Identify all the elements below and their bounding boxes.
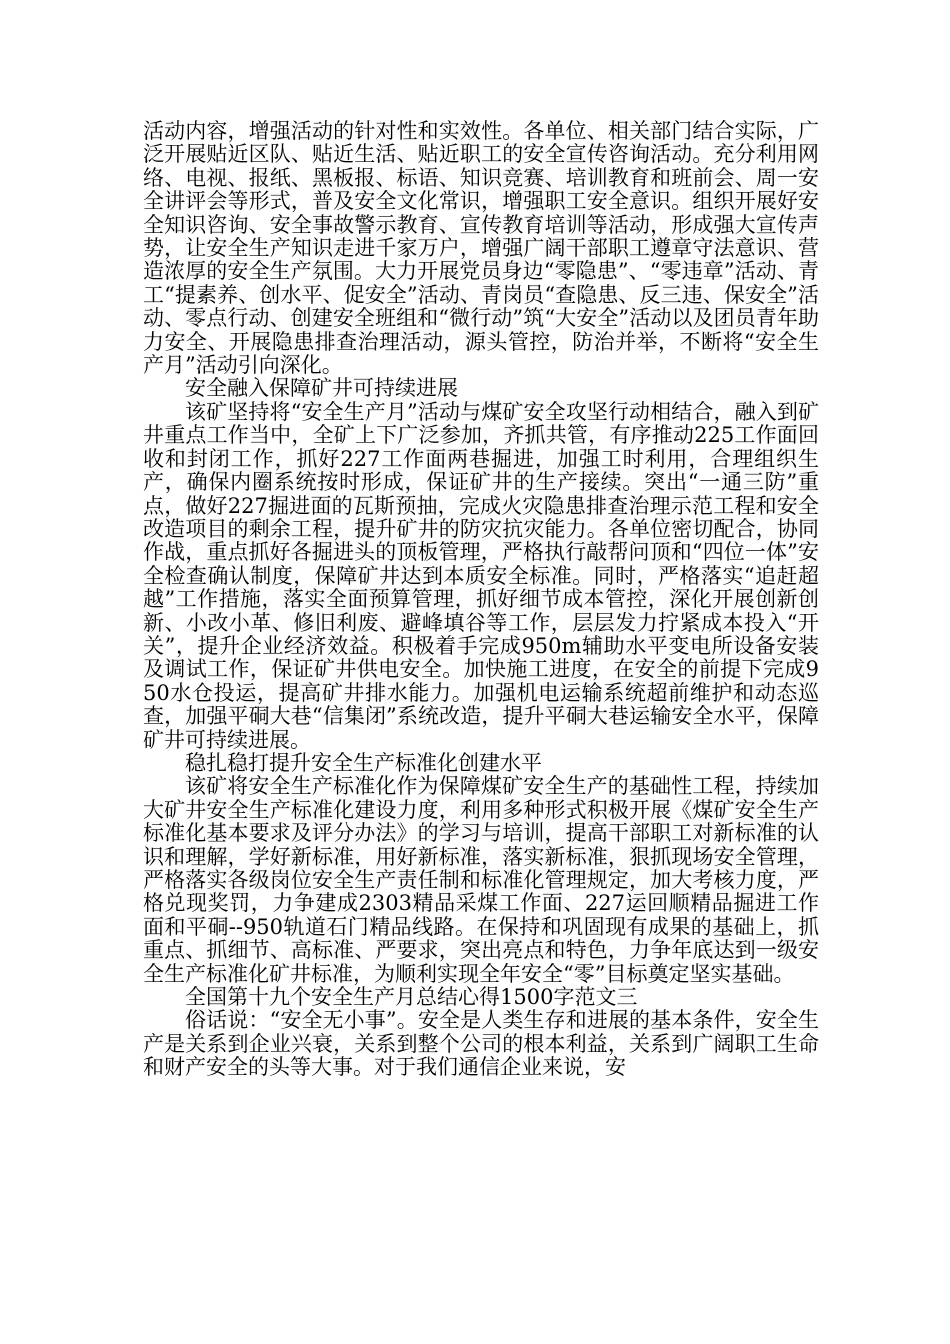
document-page (143, 120, 819, 1080)
body-paragraph-3: 该矿将安全生产标准化作为保障煤矿安全生产的基础性工程，持续加大矿井安全生产标准化建设力度，利用多种形式积极开展《煤矿安全生产标准化基本要求及评分办法》的学习与培训，提高干部职工对新标准的认识和理解，学好新标准，用好新标准，落实新标准，狠抓现场安全管理，严格落实各级岗位安全生产责任制和标准化管理规定，加大考核力度，严格兑现奖罚，力争建成2303精品采煤工作面、227运回顺精品掘进工作面和平硐--950轨道石门精品线路。在保持和巩固现有成果的基础上，抓重点、抓细节、高标准、严要求，突出亮点和特色，力争年底达到一级安全生产标准化矿井标准，为顺利实现全年安全“零”目标奠定坚实基础。 (143, 774, 819, 986)
section-heading-3: 全国第十九个安全生产月总结心得1500字范文三 (185, 985, 638, 1010)
body-paragraph-4: 俗话说：“安全无小事”。安全是人类生存和进展的基本条件，安全生产是关系到企业兴衰，关系到整个公司的根本利益，关系到广阔职工生命和财产安全的头等大事。对于我们通信企业来说，安 (143, 1008, 819, 1080)
body-paragraph-1: 活动内容，增强活动的针对性和实效性。各单位、相关部门结合实际，广泛开展贴近区队、贴近生活、贴近职工的安全宣传咨询活动。充分利用网络、电视、报纸、黑板报、标语、知识竞赛、培训教育和班前会、周一安全讲评会等形式，普及安全文化常识，增强职工安全意识。组织开展好安全知识咨询、安全事故警示教育、宣传教育培训等活动，形成强大宣传声势，让安全生产知识走进千家万户，增强广阔干部职工遵章守法意识、营造浓厚的安全生产氛围。大力开展党员身边“零隐患”、“零违章”活动、青工“提素养、创水平、促安全”活动、青岗员“查隐患、反三违、保安全”活动、零点行动、创建安全班组和“微行动”筑“大安全”活动以及团员青年助力安全、开展隐患排查治理活动，源头管控，防治并举，不断将“安全生产月”活动引向深化。 (143, 119, 819, 378)
section-heading-1: 安全融入保障矿井可持续进展 (185, 376, 458, 401)
section-heading-2: 稳扎稳打提升安全生产标准化创建水平 (185, 750, 542, 775)
body-paragraph-2: 该矿坚持将“安全生产月”活动与煤矿安全攻坚行动相结合，融入到矿井重点工作当中，全矿上下广泛参加，齐抓共管，有序推动225工作面回收和封闭工作，抓好227工作面两巷掘进，加强工时利用，合理组织生产，确保内圈系统按时形成，保证矿井的生产接续。突出“一通三防”重点，做好227掘进面的瓦斯预抽，完成火灾隐患排查治理示范工程和安全改造项目的剩余工程，提升矿井的防灾抗灾能力。各单位密切配合，协同作战，重点抓好各掘进头的顶板管理，严格执行敲帮问顶和“四位一体”安全检查确认制度，保障矿井达到本质安全标准。同时，严格落实“追赶超越”工作措施，落实全面预算管理，抓好细节成本管控，深化开展创新创新、小改小革、修旧利废、避峰填谷等工作，层层发力拧紧成本投入“开关”，提升企业经济效益。积极着手完成950m辅助水平变电所设备安装及调试工作，保证矿井供电安全。加快施工进度，在安全的前提下完成950水仓投运，提高矿井排水能力。加强机电运输系统超前维护和动态巡查，加强平硐大巷“信集闭”系统改造，提升平硐大巷运输安全水平，保障矿井可持续进展。 (143, 399, 819, 752)
